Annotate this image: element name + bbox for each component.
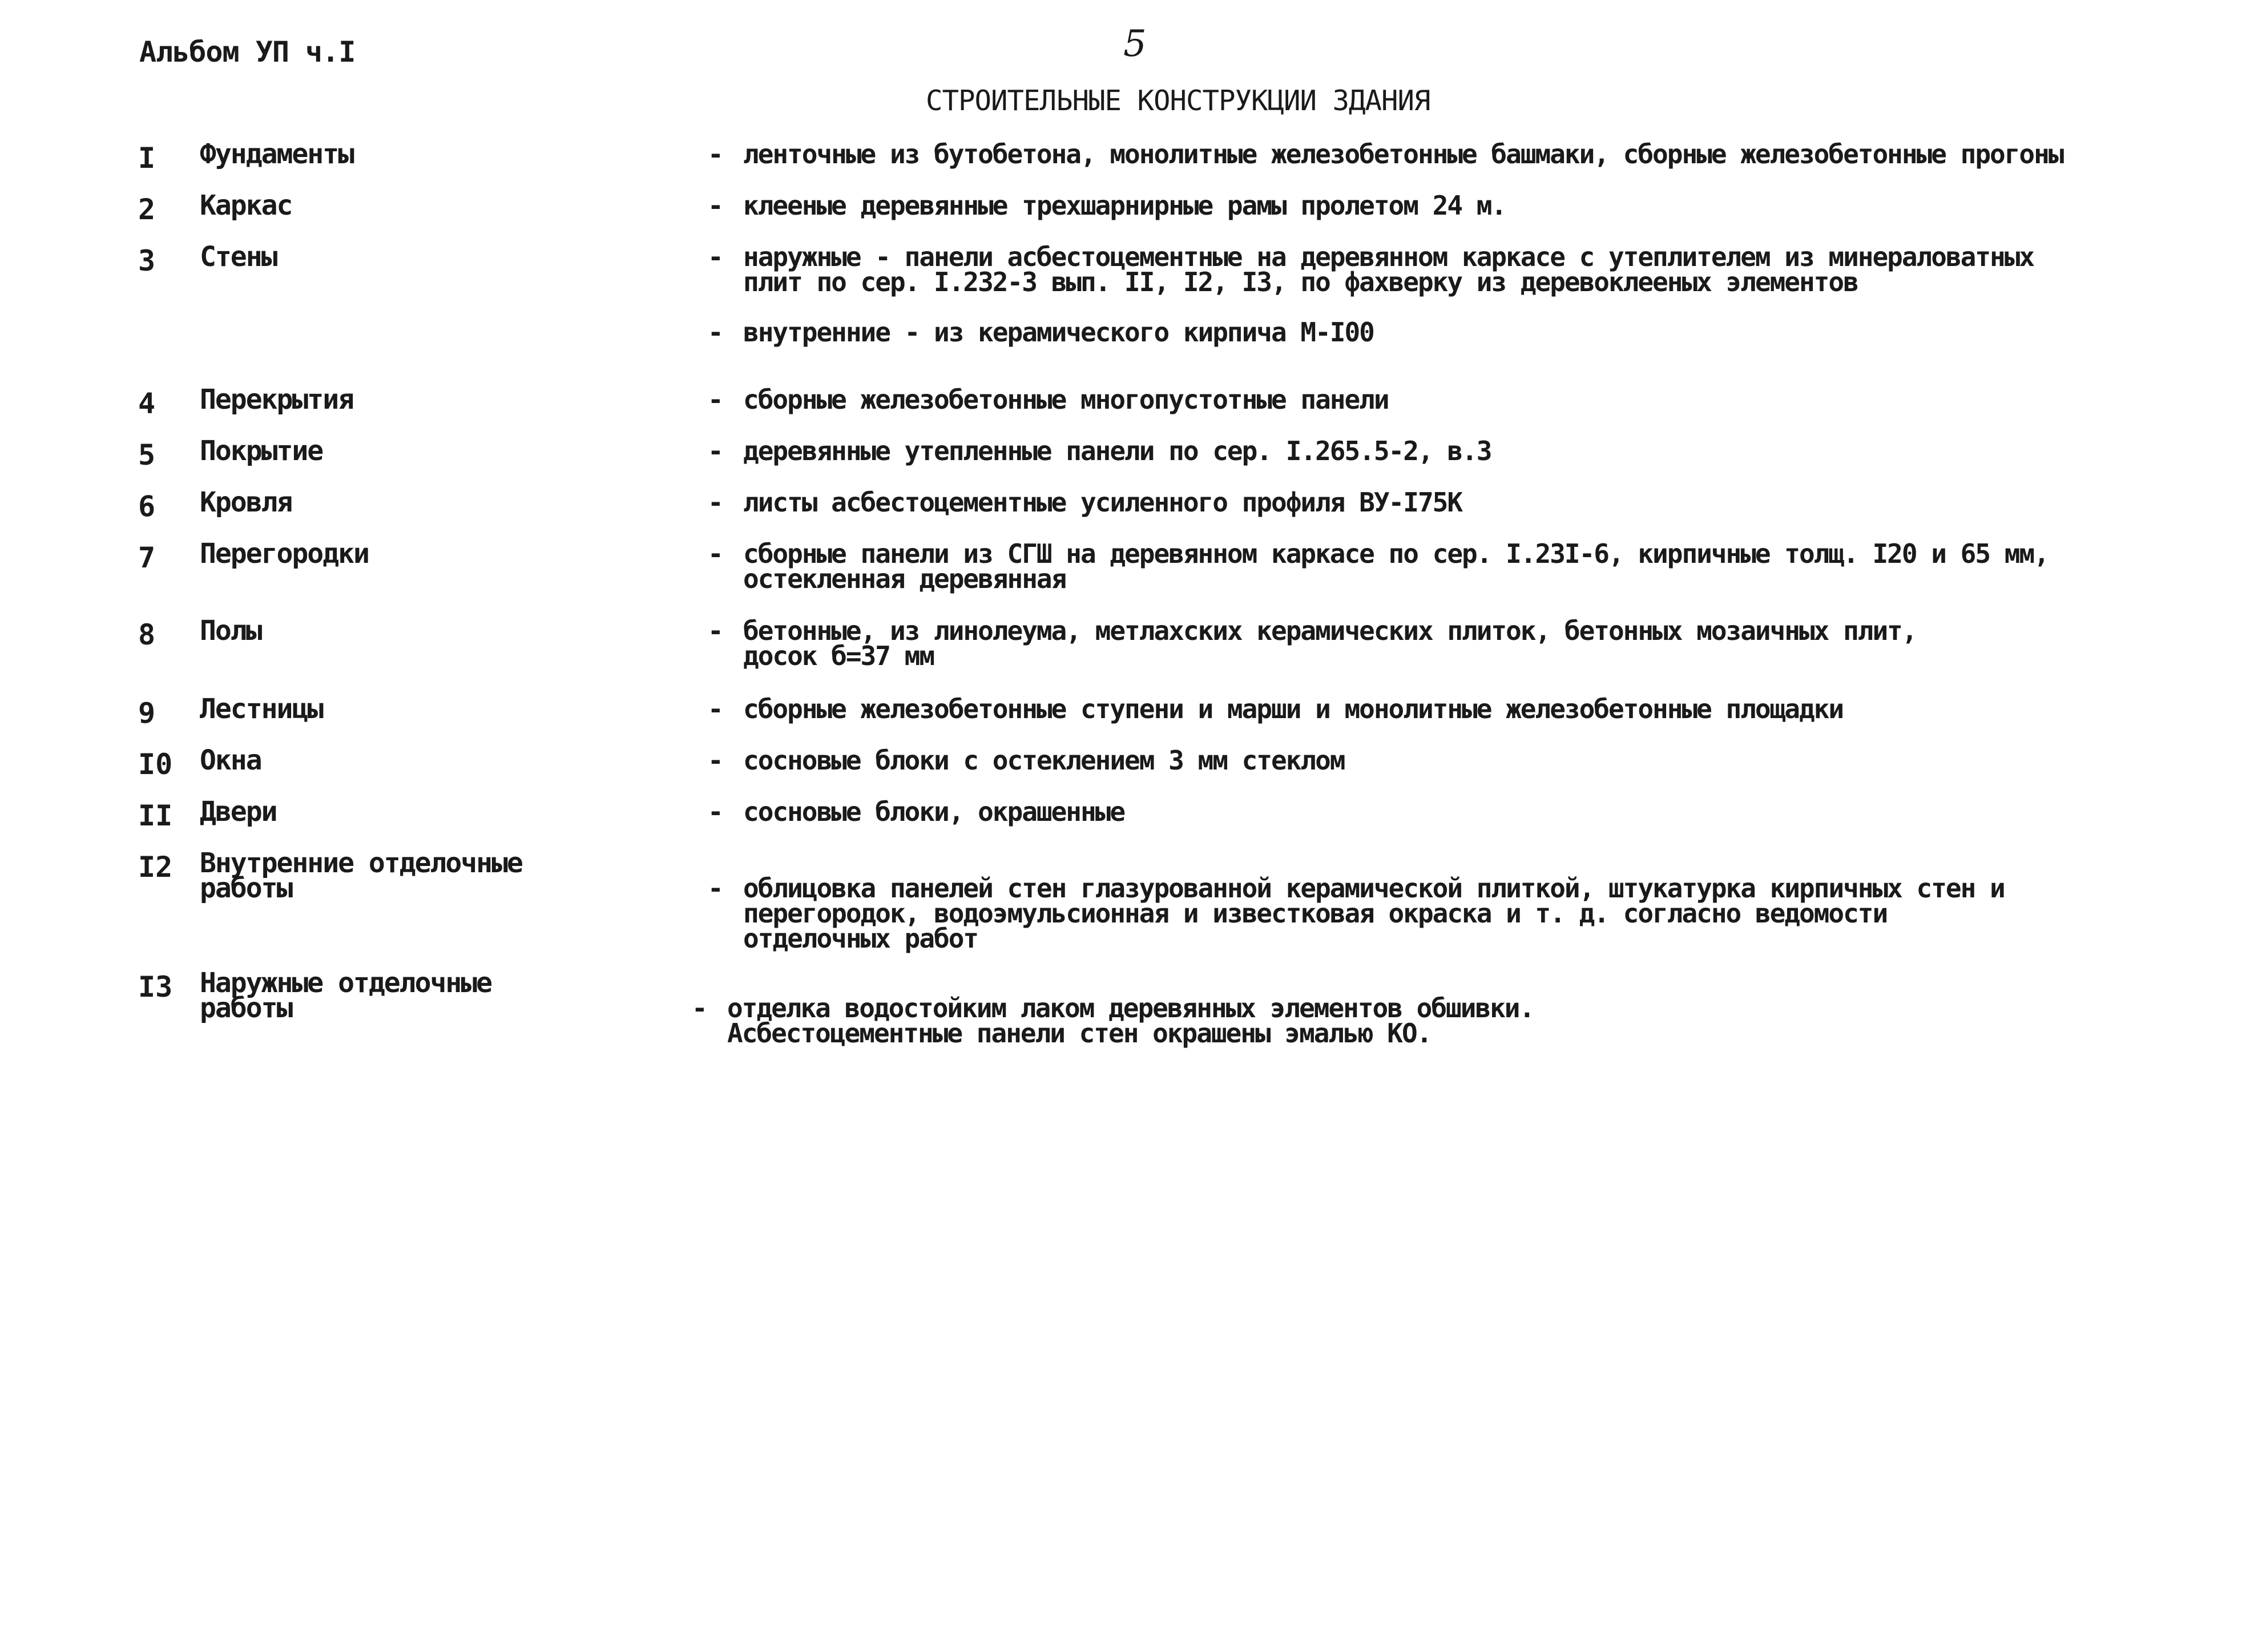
description-line: сборные железобетонные ступени и марши и монолитные железобетонные площадки (743, 694, 1844, 724)
description-entry (708, 190, 2169, 221)
description-entry (708, 384, 2169, 415)
construction-name (200, 967, 588, 1024)
construction-name-line: работы (200, 992, 292, 1024)
row-number: 4 (138, 387, 156, 420)
construction-description (708, 538, 2169, 594)
construction-description (692, 993, 2153, 1049)
description-entry (708, 139, 2169, 170)
description-line: деревянные утепленные панели по сер. I.265.5-2, в.3 (743, 436, 1491, 466)
description-entry (708, 696, 2169, 722)
row-number: 3 (138, 244, 156, 277)
description-line: отделка водостойким лаком деревянных элементов обшивки. (727, 993, 1534, 1024)
construction-name (200, 615, 588, 647)
construction-name (200, 693, 588, 725)
construction-description (708, 615, 2169, 671)
description-entry (708, 317, 2169, 348)
construction-name-line: Каркас (200, 190, 292, 221)
construction-name-line: Перегородки (200, 538, 369, 570)
construction-name-line: Кровля (200, 486, 292, 518)
dash-marker: - (708, 873, 723, 904)
description-line: плит по сер. I.232-3 вып. II, I2, I3, по фахверку из деревоклееных элементов (743, 267, 1858, 297)
description-entry (708, 241, 2169, 297)
row-number: I3 (138, 970, 173, 1004)
description-lines (743, 615, 1917, 671)
construction-name (200, 384, 588, 416)
description-entry (708, 873, 2169, 954)
description-entry (708, 796, 2169, 827)
construction-name (200, 435, 588, 467)
description-line: сосновые блоки, окрашенные (743, 796, 1125, 827)
construction-name-line: Окна (200, 744, 261, 776)
description-lines (743, 384, 1389, 415)
description-lines (743, 438, 1491, 464)
row-number: 6 (138, 490, 156, 523)
construction-description (708, 487, 2169, 518)
construction-name-line: работы (200, 872, 292, 904)
dash-marker: - (692, 993, 707, 1024)
description-line: Асбестоцементные панели стен окрашены эмалью КО. (727, 1018, 1432, 1049)
description-entry (692, 993, 2153, 1049)
description-line: сосновые блоки с остеклением 3 мм стеклом (743, 745, 1345, 776)
construction-name (200, 538, 588, 570)
row-number: 5 (138, 438, 156, 472)
row-number: I2 (138, 851, 173, 884)
description-line: облицовка панелей стен глазурованной керамической плиткой, штукатурка кирпичных стен и (743, 873, 2005, 904)
description-line: остекленная деревянная (743, 563, 1066, 594)
construction-name (200, 190, 588, 221)
construction-name (200, 796, 588, 828)
description-lines (743, 487, 1462, 518)
row-number: 7 (138, 541, 156, 574)
description-line: бетонные, из линолеума, метлахских керамических плиток, бетонных мозаичных плит, (743, 615, 1917, 646)
construction-name (200, 847, 588, 904)
construction-description (708, 190, 2169, 221)
description-lines (743, 241, 2034, 297)
description-line: отделочных работ (743, 923, 978, 954)
description-entry (708, 615, 2169, 671)
row-number: I0 (138, 748, 173, 781)
dash-marker: - (708, 190, 723, 221)
description-line: внутренние - из керамического кирпича М-I00 (743, 317, 1374, 348)
row-number: I (138, 142, 156, 175)
description-line: досок б=37 мм (743, 640, 934, 671)
dash-marker: - (708, 538, 723, 569)
page-number: 5 (1123, 23, 1147, 65)
construction-name-line: Фундаменты (200, 138, 353, 170)
description-line: перегородок, водоэмульсионная и известковая окраска и т. д. согласно ведомости (743, 898, 1888, 929)
description-line: сборные панели из СГШ на деревянном каркасе по сер. I.23I-6, кирпичные толщ. I20 и 65 мм, (743, 538, 2049, 569)
construction-name-line: Внутренние отделочные (200, 847, 522, 879)
row-number: 2 (138, 193, 156, 226)
construction-name-line: Стены (200, 241, 277, 273)
description-lines (743, 190, 1506, 221)
construction-name-line: Покрытие (200, 435, 323, 467)
construction-name (200, 138, 588, 170)
construction-name-line: Полы (200, 615, 261, 647)
construction-name (200, 486, 588, 518)
description-line: ленточные из бутобетона, монолитные железобетонные башмаки, сборные железобетонные прогоны (743, 139, 2063, 170)
dash-marker: - (708, 241, 723, 272)
construction-name (200, 744, 588, 776)
description-line: листы асбестоцементные усиленного профиля ВУ-I75К (743, 487, 1462, 518)
dash-marker: - (708, 796, 723, 827)
construction-description (708, 873, 2169, 954)
construction-description (708, 139, 2169, 170)
description-line: сборные железобетонные многопустотные панели (743, 384, 1389, 415)
construction-description (708, 384, 2169, 415)
description-line: наружные - панели асбестоцементные на деревянном каркасе с утеплителем из минераловатных (743, 241, 2034, 272)
dash-marker: - (708, 694, 723, 724)
description-lines (727, 993, 1534, 1049)
dash-marker: - (708, 745, 723, 776)
row-number: 9 (138, 696, 156, 730)
description-entry (708, 745, 2169, 776)
description-entry (708, 438, 2169, 464)
description-lines (743, 873, 2005, 954)
construction-name-line: Перекрытия (200, 384, 353, 416)
description-line: клееные деревянные трехшарнирные рамы пролетом 24 м. (743, 190, 1506, 221)
dash-marker: - (708, 615, 723, 646)
description-lines (743, 745, 1345, 776)
album-label: Альбом УП ч.I (139, 35, 356, 69)
dash-marker: - (708, 317, 723, 348)
dash-marker: - (708, 139, 723, 170)
construction-description (708, 438, 2169, 464)
description-lines (743, 317, 1374, 348)
construction-name-line: Наружные отделочные (200, 967, 492, 999)
description-entry (708, 538, 2169, 594)
construction-description (708, 796, 2169, 827)
dash-marker: - (708, 384, 723, 415)
description-entry (708, 487, 2169, 518)
construction-name-line: Двери (200, 796, 277, 828)
dash-marker: - (708, 436, 723, 466)
row-number: 8 (138, 618, 156, 651)
construction-name-line: Лестницы (200, 693, 323, 725)
description-lines (743, 696, 1843, 722)
construction-description (708, 241, 2169, 348)
description-lines (743, 139, 2063, 170)
row-number: II (138, 799, 173, 832)
construction-description (708, 696, 2169, 722)
construction-name (200, 241, 588, 273)
dash-marker: - (708, 487, 723, 518)
description-lines (743, 538, 2049, 594)
construction-description (708, 745, 2169, 776)
page-title: СТРОИТЕЛЬНЫЕ КОНСТРУКЦИИ ЗДАНИЯ (926, 84, 1430, 117)
description-lines (743, 796, 1125, 827)
